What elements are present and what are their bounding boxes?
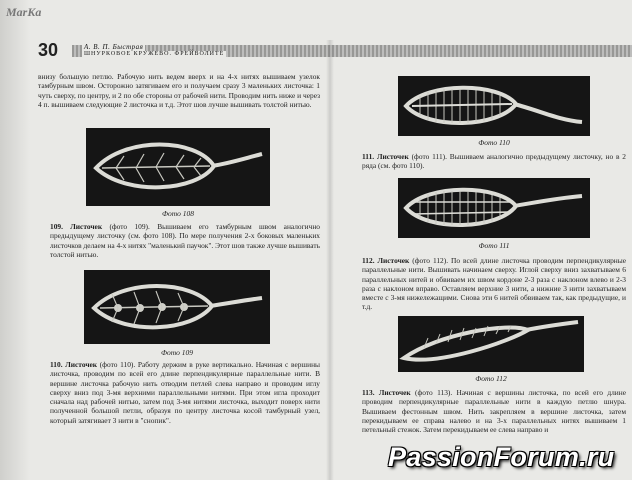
number-112: 112 xyxy=(362,256,373,265)
text-111: (фото 111). Вышиваем аналогично предыдущему листочку, но в 2 ряда (см. фото 110). xyxy=(362,152,626,171)
photo-111 xyxy=(398,178,590,238)
watermark-marka: MarKa xyxy=(6,5,42,19)
number-111: 111 xyxy=(362,152,373,161)
paragraph-111: 111. Листочек (фото 111). Вышиваем аналогично предыдущему листочку, но в 2 ряда (см. фото 110). xyxy=(362,152,626,171)
number-113: 113 xyxy=(362,388,373,397)
page-header xyxy=(38,40,632,60)
title-109: Листочек xyxy=(70,222,103,231)
title-112: Листочек xyxy=(377,256,410,265)
text-110: (фото 110). Работу держим в руке вертикально. Начиная с вершины листочка, проводим по всей его длине перпендикулярные параллельные нити. В вершине листочка рабочую нить отводим петлей слева направо и проводим иглу сверху вниз под 3-мя верхними параллельными нитями. При этом игла проходит сначала над рабочей нитью, затем под 3-мя нитями листочка, выходит поверх нити полученной большой петли, образуя по центру листочка косой тамбурный узел, который затягивает 3 нити в "снопик". xyxy=(50,360,320,425)
photo-112 xyxy=(398,316,584,372)
number-109: 109 xyxy=(50,222,62,231)
book-gutter xyxy=(326,40,334,480)
page-number: 30 xyxy=(38,40,59,60)
page-shadow-edge xyxy=(0,0,30,480)
leaf-111-image xyxy=(398,178,590,238)
paragraph-109: 109. Листочек (фото 109). Вышиваем его тамбурным швом аналогично предыдущему листочку (см. фото 108). По мере получения 2-х боковых маленьких листочков делаем на 4-х нитях "маленький паучок". Этот шов также лучше вышивать толстой нитью. xyxy=(50,222,320,259)
header-author: А. В. П. Быстрая xyxy=(84,43,144,51)
leaf-109-image xyxy=(84,270,270,344)
title-110: Листочек xyxy=(65,360,98,369)
text-112: (фото 112). По всей длине листочка проводим перпендикулярные параллельные нити. Вышивать начинаем сверху. Иглой сверху вниз захватываем 6 параллельных нитей и обвиваем их швом кордоне 2-3 раза с наклоном влево и 2-3 раза с наклоном вправо. Оставляем верхние 3 нити, а нижние 3 нити захватываем вместе с 3-мя нижележащими. Снова эти 6 нитей обвиваем так, как предыдущие, и т.д. xyxy=(362,256,626,312)
intro-paragraph: внизу большую петлю. Рабочую нить ведем вверх и на 4-х нитях вышиваем узелок тамбурным швом. Осторожно затягиваем его и получаем сразу 3 маленьких листочка: 1 чуть сверху, по центру, и 2 по обе стороны от рабочей нити. Проводим нить ниже и через 4 п. вышиваем следующие 2 листочка и т.д. Этот шов лучше вышивать толстой нитью. xyxy=(38,72,320,109)
caption-112: Фото 112 xyxy=(475,374,507,383)
caption-109: Фото 109 xyxy=(160,348,194,357)
text-109: (фото 109). Вышиваем его тамбурным швом аналогично предыдущему листочку (см. фото 108). По мере получения 2-х боковых маленьких листочков делаем на 4-х нитях "маленький паучок". Этот шов также лучше вышивать толстой нитью. xyxy=(50,222,320,259)
text-113: (фото 113). Начиная с вершины листочка, по всей его длине проводим перпендикулярные параллельные нити в каждую петлю шнура. Вышиваем фестонным швом. Нить закрепляем в вершине листочка, затем перекидываем ее справа налево и на 3-х параллельных нитях вышиваем 1 петельный стежок. Затем перекидываем ее слева направо и xyxy=(362,388,626,435)
paragraph-113: 113. Листочек (фото 113). Начиная с вершины листочка, по всей его длине проводим перпендикулярные параллельные нити в каждую петлю шнура. Вышиваем фестонным швом. Нить закрепляем в вершине листочка, затем перекидываем ее справа налево и на 3-х параллельных нитях вышиваем 1 петельный стежок. Затем перекидываем ее слева направо и xyxy=(362,388,626,435)
watermark-passionforum: PassionForum.ru xyxy=(388,442,615,472)
leaf-112-image xyxy=(398,316,584,372)
paragraph-110: 110. Листочек (фото 110). Работу держим в руке вертикально. Начиная с вершины листочка, проводим по всей его длине перпендикулярные параллельные нити. В вершине листочка рабочую нить отводим петлей слева направо и проводим иглу сверху вниз под 3-мя верхними параллельными нитями. При этом игла проходит сначала над рабочей нитью, затем под 3-мя нитями листочка, выходит поверх нити полученной большой петли, образуя по центру листочка косой тамбурный узел, который затягивает 3 нити в "снопик". xyxy=(50,360,320,425)
title-111: Листочек xyxy=(376,152,409,161)
title-113: Листочек xyxy=(378,388,411,397)
photo-108 xyxy=(86,128,270,206)
leaf-110-image xyxy=(398,76,590,136)
number-110: 110 xyxy=(50,360,61,369)
header-book-title: ШНУРКОВОЕ КРУЖЕВО. ФРЕЙВОЛИТЕ xyxy=(84,51,225,57)
photo-110 xyxy=(398,76,590,136)
caption-111: Фото 111 xyxy=(478,241,510,250)
caption-108: Фото 108 xyxy=(161,209,195,218)
leaf-108-image xyxy=(86,128,270,206)
paragraph-112: 112. Листочек (фото 112). По всей длине листочка проводим перпендикулярные параллельные нити. Вышивать начинаем сверху. Иглой сверху вниз захватываем 6 параллельных нитей и обвиваем их швом кордоне 2-3 раза с наклоном влево и 2-3 раза с наклоном вправо. Оставляем верхние 3 нити, а нижние 3 нити захватываем вместе с 3-мя нижележащими. Снова эти 6 нитей обвиваем так, как предыдущие, и т.д. xyxy=(362,256,626,312)
caption-110: Фото 110 xyxy=(478,138,510,147)
photo-109 xyxy=(84,270,270,344)
